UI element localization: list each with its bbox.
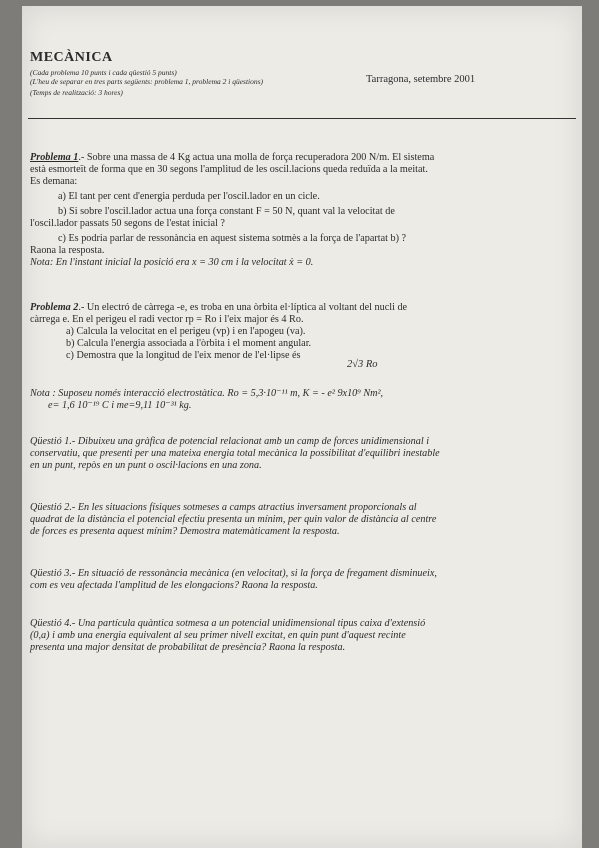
- subject-title: MECÀNICA: [30, 50, 113, 65]
- header-note-time: (Temps de realització: 3 hores): [30, 88, 123, 97]
- header-divider: [28, 118, 576, 119]
- question-4-line3: presenta una major densitat de probabilitat de presència? Raona la resposta.: [30, 642, 346, 653]
- question-3-line1: Qüestió 3.- En situació de ressonància mecànica (en velocitat), si la força de fregament disminueix,: [30, 568, 437, 579]
- problem-2-line1: .- Un electró de càrrega -e, es troba en una òrbita el·líptica al voltant del nucli de: [78, 302, 408, 313]
- question-2-line3: de forces es presenta aquest mínim? Demostra matemàticament la resposta.: [30, 526, 340, 537]
- problem-1-part-b-cont: l'oscil.lador passats 50 segons de l'estat inicial ?: [30, 218, 225, 229]
- question-2-line2: quadrat de la distància el potencial efectiu presenta un mínim, per quin valor de distància al centre: [30, 514, 437, 525]
- problem-1-line3: Es demana:: [30, 176, 78, 187]
- problem-1-note: Nota: En l'instant inicial la posició era x = 30 cm i la velocitat ẋ = 0.: [30, 257, 314, 268]
- problem-2-note-line2: e= 1,6 10⁻¹⁹ C i me=9,11 10⁻³¹ kg.: [48, 400, 192, 411]
- problem-2-part-b: b) Calcula l'energia associada a l'òrbita i el moment angular.: [66, 338, 312, 349]
- problem-2-note-line1: Nota : Suposeu només interacció electrostàtica. Ro = 5,3·10⁻¹¹ m, K = - e² 9x10⁹ Nm²,: [30, 388, 384, 399]
- header-note-parts: (L'heu de separar en tres parts següents: problema 1, problema 2 i qüestions): [30, 77, 264, 86]
- problem-1-line2: està esmorteït de forma que en 30 segons l'amplitud de les oscil.lacions queda reduïda a la meitat.: [30, 164, 428, 175]
- question-1-line2: conservatiu, que presenti per una mateixa energia total mecànica la possibilitat d'equilibri inestable: [30, 448, 440, 459]
- problem-2-label: Problema 2: [30, 302, 79, 313]
- problem-2-part-c: c) Demostra que la longitud de l'eix menor de l'el·lipse és: [66, 350, 301, 361]
- question-1-line1: Qüestió 1.- Dibuixeu una gràfica de potencial relacionat amb un camp de forces unidimensional i: [30, 436, 430, 447]
- problem-1-part-a: a) El tant per cent d'energia perduda per l'oscil.lador en un cicle.: [58, 191, 320, 202]
- question-2-line1: Qüestió 2.- En les situacions físiques sotmeses a camps atractius inversament proporcionals al: [30, 502, 417, 513]
- problem-1-part-b: b) Si sobre l'oscil.lador actua una força constant F = 50 N, quant val la velocitat de: [58, 206, 395, 217]
- question-4-line1: Qüestió 4.- Una partícula quàntica sotmesa a un potencial unidimensional tipus caixa d'extensió: [30, 618, 426, 629]
- header-note-points: (Cada problema 10 punts i cada qüestió 5 punts): [30, 68, 177, 77]
- question-2: [30, 502, 568, 538]
- question-3: [30, 568, 568, 592]
- problem-1: [30, 152, 568, 269]
- problem-2-part-a: a) Calcula la velocitat en el perigeu (vp) i en l'apogeu (va).: [66, 326, 306, 337]
- problem-2: [30, 302, 568, 362]
- question-4: [30, 618, 568, 654]
- minor-axis-expression: 2√3 Ro: [347, 359, 378, 370]
- problem-1-line1: .- Sobre una massa de 4 Kg actua una molla de força recuperadora 200 N/m. El sistema: [78, 152, 435, 163]
- problem-1-part-c-cont: Raona la resposta.: [30, 245, 105, 256]
- problem-2-note: [30, 388, 568, 412]
- question-1: [30, 436, 568, 472]
- problem-2-line2: càrrega e. En el perigeu el radi vector rp = Ro i l'eix major és 4 Ro.: [30, 314, 304, 325]
- problem-1-part-c: c) Es podria parlar de ressonància en aquest sistema sotmès a la força de l'apartat b) ?: [58, 233, 407, 244]
- place-date: Tarragona, setembre 2001: [366, 74, 476, 85]
- exam-page: [22, 6, 582, 848]
- question-4-line2: (0,a) i amb una energia equivalent al seu primer nivell excitat, en quin punt d'aquest recinte: [30, 630, 406, 641]
- problem-1-label: Problema 1: [30, 152, 79, 163]
- question-3-line2: com es veu afectada l'amplitud de les elongacions? Raona la resposta.: [30, 580, 318, 591]
- question-1-line3: en un punt, repòs en un punt o oscil·lacions en una zona.: [30, 460, 262, 471]
